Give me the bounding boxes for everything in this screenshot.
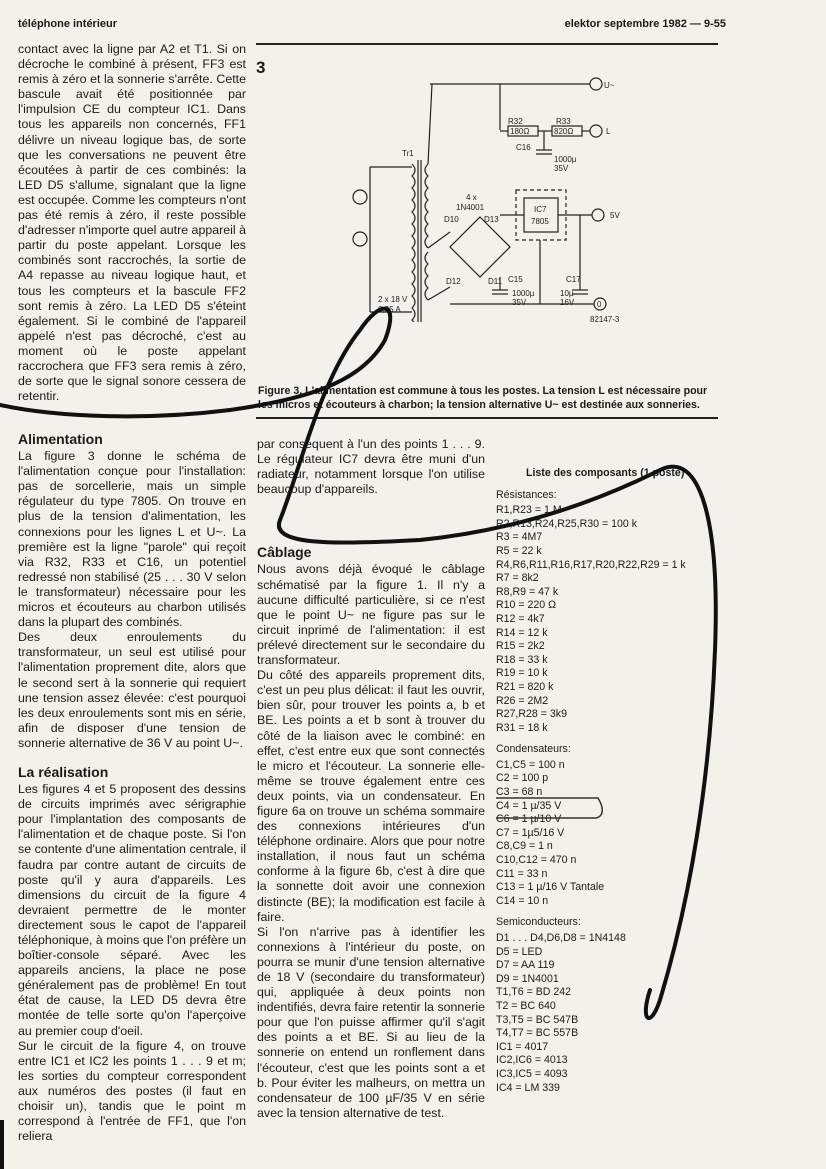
c15-value-2: 35V — [512, 298, 527, 307]
part-item: IC2,IC6 = 4013 — [496, 1054, 568, 1067]
part-item: T4,T7 = BC 557B — [496, 1027, 579, 1040]
part-item: R15 = 2k2 — [496, 640, 545, 653]
part-item: C11 = 33 n — [496, 867, 548, 880]
part-item: C1,C5 = 100 n — [496, 758, 565, 771]
tr-rating-2: 0,25 A — [378, 305, 401, 314]
figure-bottom-rule — [256, 417, 718, 419]
u-label: U~ — [604, 81, 615, 90]
paragraph: Les figures 4 et 5 proposent des dessins de circuits imprimés avec sérigraphie pour l'implantation des composants de l'alimentation et de chaque poste. Si l'on se contente d'une alimentation centrale, il faudra par contre autant de circuits de poste qu'il y aura d'appareils. Les dimensions du circuit de la figure 4 devraient permettre de le monter directement sous le capot de l'appareil téléphonique, à moins que l'on préfère un boîtier-console séparé. Avec les appareils anciens, la place ne pose généralement pas de problème! En tout état de cause, la LED D5 devra être montée de telle sorte qu'on l'aperçoive au premier coup d'oeil. — [18, 782, 246, 1038]
paragraph: Du côté des appareils proprement dits, c'est un peu plus délicat: il faut les ouvrir, bien sûr, pour trouver les points a, b et BE. Les points a et b sont à trouver du côté de la liaison avec le combiné: en effet, c'est entre eux que sont connectés le micro et l'écouteur. La sonnerie elle-même se trouve également entre ces deux points, via un condensateur. En figure 6a on trouve un schéma sommaire des connexions intérieures d'un téléphone ordinaire. Alors que pour notre installation, il nous faut un schéma conforme à la figure 6b, c'est à dire que la sonnette doit avoir une connexion distincte (BE); la modification est facile à faire. — [257, 668, 485, 924]
part-item: R4,R6,R11,R16,R17,R20,R22,R29 = 1 k — [496, 558, 686, 571]
part-item: R18 = 33 k — [496, 653, 548, 666]
r32-label: R32 — [508, 117, 523, 126]
section-heading: Câblage — [257, 544, 312, 561]
scan-edge — [0, 1120, 4, 1169]
middle-column — [257, 437, 485, 1121]
tr1-label: Tr1 — [402, 149, 414, 158]
c17-label: C17 — [566, 275, 581, 284]
part-item: D7 = AA 119 — [496, 959, 555, 972]
part-item: C8,C9 = 1 n — [496, 840, 553, 853]
paragraph: Si l'on n'arrive pas à identifier les connexions à l'intérieur du poste, on pourra se munir d'une tension alternative de 18 V (secondaire du transformateur) qui, appliquée à deux points non indentifiés, devra faire retentir la sonnerie pour que l'on puisse affirmer qu'il s'agit des points a et BE. Si au lieu de la sonnerie on entend un ronflement dans l'écouteur, c'est que les points sont a et b. Pour éviter les malheurs, on mettra un condensateur de 100 µF/35 V en série avec la tension alternative de test. — [257, 924, 485, 1120]
l-label: L — [606, 127, 611, 136]
paragraph: Nous avons déjà évoqué le câblage schématisé par la figure 1. Il n'y a aucune difficulté particulière, si ce n'est que le point U~ ne figure pas sur le circuit inprimé de l'alimentation: il est prélevé directement sur le secondaire du transformateur. — [257, 562, 485, 668]
part-item: IC4 = LM 339 — [496, 1081, 560, 1094]
part-item: IC1 = 4017 — [496, 1040, 549, 1053]
r33-label: R33 — [556, 117, 571, 126]
part-item: R19 = 10 k — [496, 667, 548, 680]
tr-rating-1: 2 x 18 V — [378, 295, 408, 304]
part-item: C6 = 1 µ/10 V — [496, 813, 562, 826]
v5-label: 5V — [610, 211, 620, 220]
ic7-type: 7805 — [531, 217, 549, 226]
figure-number: 3 — [256, 58, 266, 77]
part-item: R10 = 220 Ω — [496, 599, 557, 612]
left-column — [18, 432, 246, 1144]
parts-title: Liste des composants (1 poste) — [526, 467, 685, 479]
c16-value-2: 35V — [554, 164, 569, 173]
paragraph: Sur le circuit de la figure 4, on trouve entre IC1 et IC2 les points 1 . . . 9 et m; les sorties du compteur correspondent aux numéros des postes (il faut en choisir un), tandis que le point m correspond à l'entrée de FF1, que l'on reliera — [18, 1038, 246, 1144]
d11-label: D11 — [488, 277, 503, 286]
part-item: R12 = 4k7 — [496, 612, 545, 625]
c15-label: C15 — [508, 275, 523, 284]
part-item: R1,R23 = 1 M — [496, 504, 562, 517]
part-item: R2,R13,R24,R25,R30 = 100 k — [496, 517, 638, 530]
part-item: R8,R9 = 47 k — [496, 585, 559, 598]
c16-label: C16 — [516, 143, 531, 152]
part-item: R21 = 820 k — [496, 680, 554, 693]
condensateurs-heading: Condensateurs: — [496, 743, 571, 756]
diodes-type: 1N4001 — [456, 203, 485, 212]
c17-value-2: 16V — [560, 298, 575, 307]
r33-value: 820Ω — [554, 127, 574, 136]
part-item: T2 = BC 640 — [496, 999, 556, 1012]
part-item: R31 = 18 k — [496, 721, 548, 734]
c16-value-1: 1000µ — [554, 155, 577, 164]
part-item: C10,C12 = 470 n — [496, 854, 577, 867]
part-item: D1 . . . D4,D6,D8 = 1N4148 — [496, 932, 626, 944]
power-supply-schematic — [340, 72, 640, 322]
parts-list — [496, 467, 711, 1095]
paragraph: La figure 3 donne le schéma de l'alimentation conçue pour l'installation: pas de sorcellerie, mais un simple régulateur du type 7805. On trouve en plus de la tension d'alimentation, les connexions pour les lignes L et U~. La première est la ligne "parole" qui reçoit via R32, R33 et C16, un potentiel redressé non stabilisé (25 . . . 30 V selon le transformateur) nécessaire pour les micros et écouteurs au charbon utilisés dans la plupart des combinés. — [18, 449, 246, 630]
top-left-column — [18, 42, 246, 404]
c15-value-1: 1000µ — [512, 289, 535, 298]
semiconducteurs-list — [496, 932, 711, 1095]
part-item: R3 = 4M7 — [496, 531, 543, 544]
part-item: C13 = 1 µ/16 V Tantale — [496, 881, 605, 894]
part-item: T1,T6 = BD 242 — [496, 986, 572, 999]
part-item: C7 = 1µ5/16 V — [496, 826, 565, 839]
part-item: C4 = 1 µ/35 V — [496, 799, 562, 812]
part-item: C14 = 10 n — [496, 894, 549, 907]
diodes-count: 4 x — [466, 193, 477, 202]
part-item: R26 = 2M2 — [496, 694, 549, 707]
part-item: C2 = 100 p — [496, 772, 549, 785]
figure-code: 82147-3 — [590, 315, 620, 322]
resistances-heading: Résistances: — [496, 488, 557, 501]
part-item: C3 = 68 n — [496, 786, 543, 799]
paragraph: contact avec la ligne par A2 et T1. Si on décroche le combiné à présent, FF3 est remis à zéro et la sonnerie s'arrête. Cette bascule avait été positionnée par l'impulsion CE du compteur IC1. Dans tous les appareils non concernés, FF1 délivre un niveau logique bas, de sorte que les conversations ne peuvent être écoutées à partir de ces combinés: la LED D5 s'allume, signalant que la ligne est occupée. Comme les compteurs n'ont pas été remis à zéro, il reste possible d'adresser n'importe quel autre appareil à partir du poste appelant. Lorsque les combinés sont raccrochés, la sortie de A4 repasse au niveau logique haut, et tous les compteurs et la bascule FF2 sont remis à zéro. La LED D5 s'éteint également. Si le combiné de l'appareil appelé n'est pas décroché, c'est au moment où le poste appelant raccrochera que FF3 sera remis à zéro, de sorte que le signal sonore cessera de retentir. — [18, 42, 246, 404]
part-item: R14 = 12 k — [496, 626, 548, 639]
part-item: R5 = 22 k — [496, 544, 542, 557]
resistances-list — [496, 504, 711, 735]
gnd-label: 0 — [597, 300, 602, 309]
section-heading: Alimentation — [18, 431, 103, 447]
semiconducteurs-heading: Semiconducteurs: — [496, 916, 581, 929]
part-item: R27,R28 = 3k9 — [496, 708, 567, 721]
d12-label: D12 — [446, 277, 461, 286]
part-item: R7 = 8k2 — [496, 572, 539, 585]
d10-label: D10 — [444, 215, 459, 224]
section-heading: La réalisation — [18, 763, 109, 780]
d13-label: D13 — [484, 215, 499, 224]
paragraph: par conséquent à l'un des points 1 . . . 9. Le régulateur IC7 devra être muni d'un radiateur, notamment lorsque l'on utilise beaucoup d'appareils. — [257, 437, 485, 497]
part-item: IC3,IC5 = 4093 — [496, 1067, 568, 1080]
page-info: elektor septembre 1982 — 9-55 — [564, 18, 726, 30]
figure-caption: Figure 3. L'alimentation est commune à tous les postes. La tension L est nécessaire pour les micros et écouteurs à charbon; la tension alternative U~ est destinée aux sonneries. — [258, 385, 708, 411]
condensateurs-list — [496, 759, 711, 909]
running-head: téléphone intérieur — [18, 18, 118, 30]
r32-value: 180Ω — [510, 127, 530, 136]
paragraph: Des deux enroulements du transformateur, un seul est utilisé pour l'alimentation proprement dite, alors que le second sert à la sonnerie qui requiert une tension assez élevée: c'est pourquoi les deux enroulements sont mis en série, afin de disposer d'une tension de sonnerie alternative de 36 V au point U~. — [18, 630, 246, 750]
c17-value-1: 10µ — [560, 289, 574, 298]
figure-top-rule — [256, 43, 718, 45]
part-item: D9 = 1N4001 — [496, 972, 559, 985]
ic7-label: IC7 — [534, 205, 547, 214]
part-item: T3,T5 = BC 547B — [496, 1013, 579, 1026]
part-item: D5 = LED — [496, 945, 543, 958]
